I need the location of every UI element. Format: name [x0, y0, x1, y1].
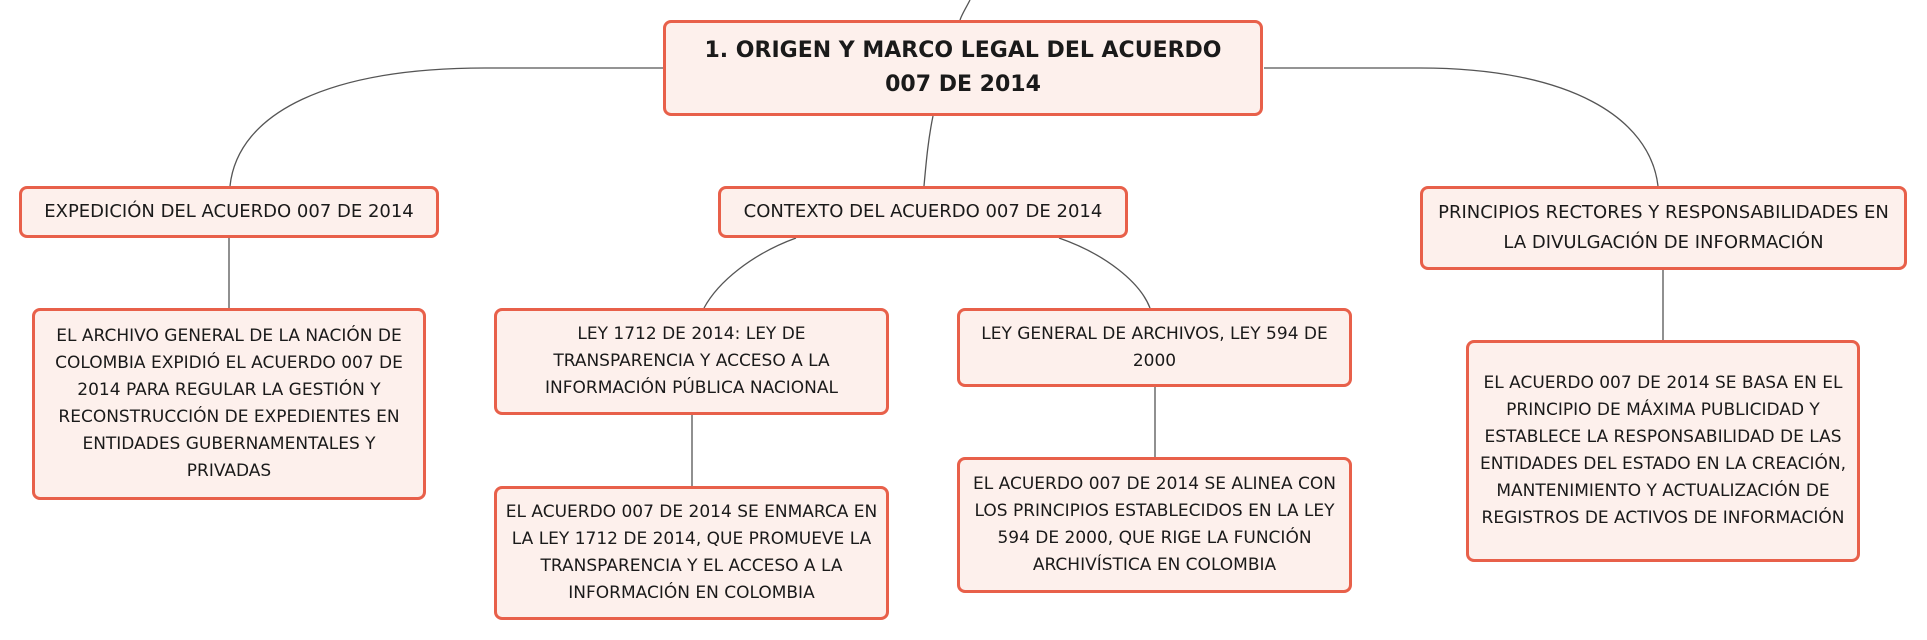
ley-594-detail[interactable] — [957, 457, 1352, 593]
ley-594-label: LEY GENERAL DE ARCHIVOS, LEY 594 DE 2000 — [981, 323, 1328, 371]
principios-detail-text: EL ACUERDO 007 DE 2014 SE BASA EN EL PRINCIPIO DE MÁXIMA PUBLICIDAD Y ESTABLECE LA RESPONSABILIDAD DE LAS ENTIDADES DEL ESTADO EN LA CREACIÓN, MANTENIMIENTO Y ACTUALIZACIÓN DE REGISTROS DE ACTIVOS DE INFORMACIÓN — [1479, 373, 1846, 528]
branch-expedicion-label: EXPEDICIÓN DEL ACUERDO 007 DE 2014 — [44, 201, 414, 222]
ley-1712-detail-text: EL ACUERDO 007 DE 2014 SE ENMARCA EN LA LEY 1712 DE 2014, QUE PROMUEVE LA TRANSPARENCIA Y EL ACCESO A LA INFORMACIÓN EN COLOMBIA — [505, 502, 878, 603]
branch-contexto[interactable] — [718, 186, 1128, 238]
branch-contexto-label: CONTEXTO DEL ACUERDO 007 DE 2014 — [743, 201, 1103, 222]
ley-1712-topic[interactable] — [494, 308, 889, 415]
ley-1712-detail[interactable] — [494, 486, 889, 620]
connector-root-to-principios — [1264, 68, 1658, 186]
connector-root-to-expedicion — [230, 68, 664, 186]
expedicion-detail-text: EL ARCHIVO GENERAL DE LA NACIÓN DE COLOMBIA EXPIDIÓ EL ACUERDO 007 DE 2014 PARA REGULAR LA GESTIÓN Y RECONSTRUCCIÓN DE EXPEDIENTES EN ENTIDADES GUBERNAMENTALES Y PRIVADAS — [55, 326, 403, 481]
ley-594-topic[interactable] — [957, 308, 1352, 387]
connector-root-to-contexto — [924, 116, 933, 186]
branch-expedicion[interactable] — [19, 186, 439, 238]
connector-contexto-to-ley1712 — [704, 238, 796, 308]
branch-principios[interactable] — [1420, 186, 1907, 270]
ley-1712-label: LEY 1712 DE 2014: LEY DE TRANSPARENCIA Y ACCESO A LA INFORMACIÓN PÚBLICA NACIONAL — [545, 324, 838, 398]
ley-594-detail-text: EL ACUERDO 007 DE 2014 SE ALINEA CON LOS PRINCIPIOS ESTABLECIDOS EN LA LEY 594 DE 2000, QUE RIGE LA FUNCIÓN ARCHIVÍSTICA EN COLOMBIA — [973, 474, 1336, 575]
root-topic-label: 1. ORIGEN Y MARCO LEGAL DEL ACUERDO 007 DE 2014 — [704, 38, 1222, 97]
expedicion-detail[interactable] — [32, 308, 426, 500]
principios-detail[interactable] — [1466, 340, 1860, 562]
branch-principios-label: PRINCIPIOS RECTORES Y RESPONSABILIDADES EN LA DIVULGACIÓN DE INFORMACIÓN — [1438, 202, 1889, 253]
root-topic[interactable] — [663, 20, 1263, 116]
connector-contexto-to-ley594 — [1059, 238, 1150, 308]
connector-root-to-parent — [960, 0, 970, 20]
